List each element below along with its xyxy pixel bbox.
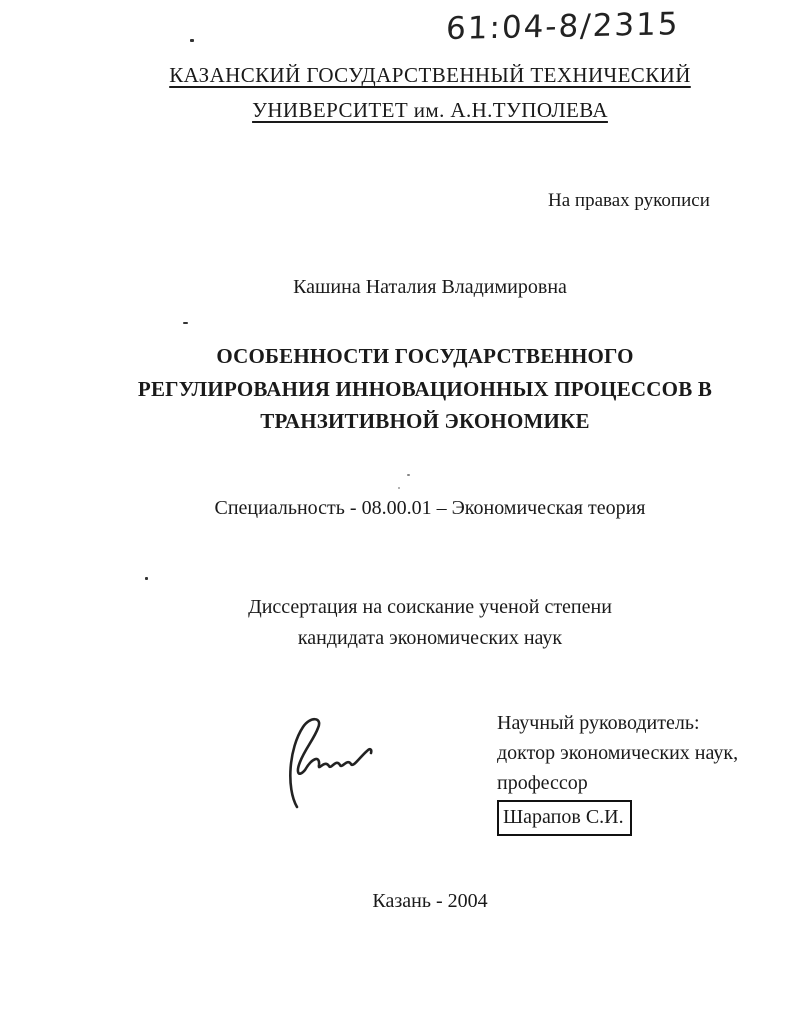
supervisor-block xyxy=(497,708,738,836)
handwritten-catalog-number: 61:04-8/2315 xyxy=(445,6,681,48)
scan-speck xyxy=(145,577,148,580)
thesis-line1: Диссертация на соискание ученой степени xyxy=(248,596,612,618)
title-line3: ТРАНЗИТИВНОЙ ЭКОНОМИКЕ xyxy=(260,409,590,433)
scan-speck xyxy=(183,322,188,324)
signature-icon xyxy=(281,712,399,810)
title-line1: ОСОБЕННОСТИ ГОСУДАРСТВЕННОГО xyxy=(216,344,634,368)
manuscript-rights-note: На правах рукописи xyxy=(548,190,710,211)
specialty-line: Специальность - 08.00.01 – Экономическая теория xyxy=(214,497,646,519)
thesis-line2: кандидата экономических наук xyxy=(297,627,563,649)
supervisor-label: Научный руководитель: xyxy=(497,712,700,734)
university-name-line2: УНИВЕРСИТЕТ им. А.Н.ТУПОЛЕВА xyxy=(252,98,608,122)
city-year: Казань - 2004 xyxy=(372,890,488,912)
thesis-description xyxy=(60,592,800,654)
scan-speck xyxy=(190,39,194,42)
supervisor-name-boxed: Шарапов С.И. xyxy=(497,800,632,836)
scan-speck xyxy=(407,474,410,476)
university-name-line1: КАЗАНСКИЙ ГОСУДАРСТВЕННЫЙ ТЕХНИЧЕСКИЙ xyxy=(169,63,691,87)
supervisor-rank: профессор xyxy=(497,772,588,794)
handwritten-signature xyxy=(281,712,399,810)
title-line2: РЕГУЛИРОВАНИЯ ИННОВАЦИОННЫХ ПРОЦЕССОВ В xyxy=(137,376,713,401)
dissertation-title xyxy=(40,340,800,438)
scan-speck xyxy=(398,487,400,489)
supervisor-degree: доктор экономических наук, xyxy=(497,742,739,764)
university-header xyxy=(60,58,800,128)
author-name: Кашина Наталия Владимировна xyxy=(293,276,567,298)
